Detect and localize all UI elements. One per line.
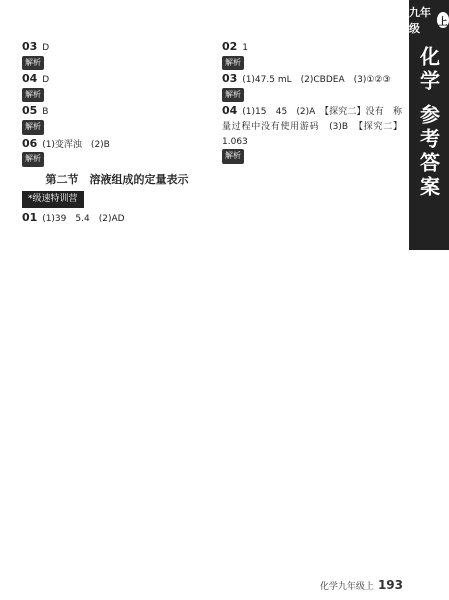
question-04-right — [222, 104, 402, 163]
question-number: 01 — [22, 210, 38, 224]
question-answer: (1)15 45 (2)A 【探究二】没有 称量过程中没有使用游码 (3)B 【探究二】1.063 — [222, 107, 402, 147]
analysis-tag: 解析 — [222, 88, 244, 103]
section-title: 第二节 溶液组成的定量表示 — [45, 172, 189, 186]
footer-label: 化学九年级上 — [319, 581, 374, 592]
question-answer: (1)变浑浊 (2)B — [42, 139, 110, 150]
subject-label: 化学 — [416, 46, 441, 94]
analysis-tag: 解析 — [22, 152, 44, 167]
analysis-tag: 解析 — [222, 56, 244, 71]
question-number: 04 — [222, 104, 238, 118]
page-footer — [320, 578, 403, 592]
answer-label: 参考答案 — [416, 104, 441, 200]
question-answer: 1 — [242, 43, 248, 53]
question-number: 03 — [22, 40, 38, 53]
question-answer: D — [42, 75, 50, 86]
question-01 — [22, 211, 212, 227]
analysis-tag: 解析 — [22, 56, 44, 71]
analysis-tag: 解析 — [22, 88, 44, 103]
question-03 — [22, 40, 212, 70]
question-02 — [222, 40, 402, 70]
left-column — [22, 40, 212, 229]
question-answer: B — [42, 107, 49, 118]
grade-text: 九年级 — [409, 6, 431, 35]
question-number: 04 — [22, 72, 38, 86]
question-number: 05 — [22, 104, 38, 118]
question-answer: D — [42, 43, 50, 53]
question-03-right — [222, 72, 402, 102]
section-bar: *级速特训营 — [22, 191, 84, 208]
question-06 — [22, 137, 212, 167]
grade-label — [409, 0, 449, 40]
question-04 — [22, 72, 212, 102]
term-badge: 上 — [437, 12, 449, 28]
question-answer: (1)47.5 mL (2)CBDEA (3)①②③ — [242, 75, 391, 86]
right-column — [222, 40, 402, 166]
page-number: 193 — [377, 578, 403, 592]
question-number: 03 — [222, 72, 238, 86]
question-05 — [22, 104, 212, 134]
question-answer: (1)39 5.4 (2)AD — [42, 213, 125, 224]
question-number: 02 — [222, 40, 238, 53]
question-number: 06 — [22, 136, 38, 150]
side-tab — [409, 0, 449, 250]
analysis-tag: 解析 — [22, 120, 44, 135]
analysis-tag: 解析 — [222, 149, 244, 164]
